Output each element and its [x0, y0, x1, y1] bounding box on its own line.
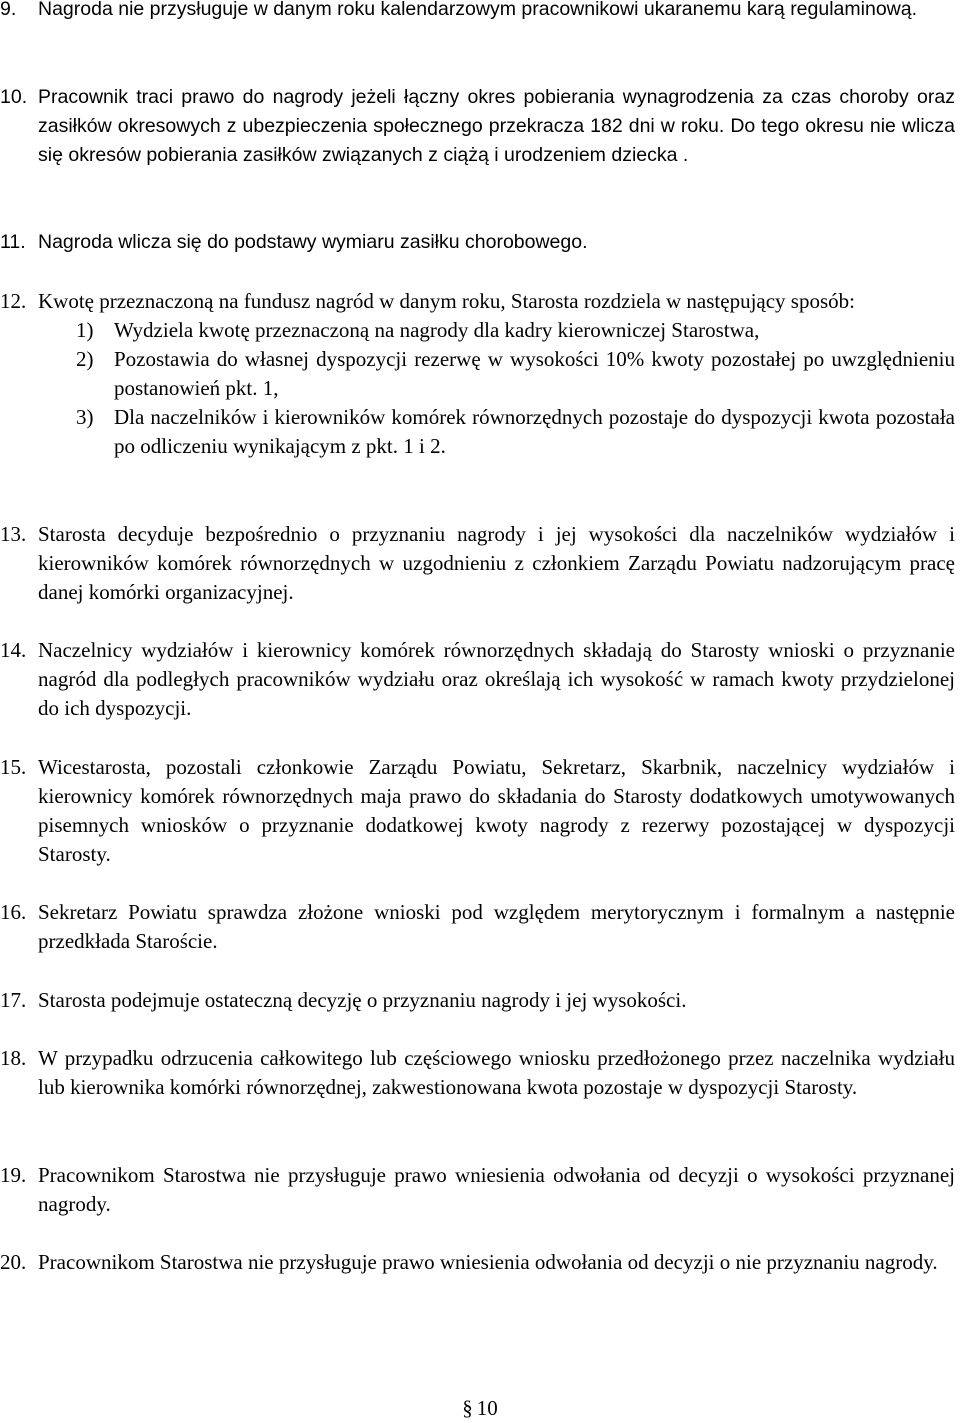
page-footer [0, 1394, 960, 1423]
section-sign: § [462, 1396, 473, 1420]
paragraph-number: 16. [0, 900, 27, 924]
paragraph-11 [0, 228, 955, 257]
sub-item-3 [76, 403, 955, 461]
paragraph-text: Nagroda nie przysługuje w danym roku kalendarzowym pracownikowi ukaranemu karą regulaminową. [38, 0, 918, 20]
paragraph-18 [0, 1044, 955, 1102]
paragraph-10 [0, 83, 955, 170]
paragraph-text-part-2: Do tego okresu nie wlicza się okresów pobierania zasiłków związanych z ciążą i urodzeniem dziecka . [38, 115, 956, 166]
paragraph-number: 12. [0, 289, 27, 313]
paragraph-number: 18. [0, 1046, 27, 1070]
sub-item-number: 1) [76, 318, 94, 342]
paragraph-text: Kwotę przeznaczoną na fundusz nagród w danym roku, Starosta rozdziela w następujący sposób: [38, 289, 855, 313]
paragraph-20 [0, 1248, 955, 1277]
paragraph-number: 14. [0, 638, 27, 662]
paragraph-text-part-1: Pracownik traci prawo do nagrody jeżeli łączny okres pobierania wynagrodzenia za czas choroby oraz zasiłków okresowych z ubezpieczenia społecznego przekracza 182 dni w roku. [38, 86, 955, 137]
sub-item-number: 3) [76, 405, 94, 429]
paragraph-text: Naczelnicy wydziałów i kierownicy komórek równorzędnych składają do Starosty wnioski o przyznanie nagród dla podległych pracowników wydziału oraz określają ich wysokość w ramach kwoty przydzielonej do ich dyspozycji. [38, 638, 955, 720]
paragraph-13 [0, 520, 955, 607]
sub-item-text: Wydziela kwotę przeznaczoną na nagrody dla kadry kierowniczej Starostwa, [114, 318, 760, 342]
paragraph-9 [0, 0, 955, 24]
paragraph-text [38, 83, 955, 170]
paragraph-text: Wicestarosta, pozostali członkowie Zarządu Powiatu, Sekretarz, Skarbnik, naczelnicy wydziałów i kierownicy komórek równorzędnych maja prawo do składania do Starosty dodatkowych umotywowanych pisemnych wniosków o przyznanie dodatkowej kwoty nagrody z rezerwy pozostającej w dyspozycji Starosty. [38, 755, 955, 866]
paragraph-number: 15. [0, 755, 27, 779]
paragraph-number: 9. [0, 0, 17, 20]
paragraph-number: 13. [0, 522, 27, 546]
paragraph-19 [0, 1161, 955, 1219]
page-number: 10 [476, 1396, 498, 1420]
paragraph-number: 10. [0, 86, 28, 108]
sub-item-1 [76, 316, 955, 345]
paragraph-text: Pracownikom Starostwa nie przysługuje prawo wniesienia odwołania od decyzji o nie przyznaniu nagrody. [38, 1250, 938, 1274]
sub-item-2 [76, 345, 955, 403]
paragraph-number: 20. [0, 1250, 27, 1274]
paragraph-number: 11. [0, 231, 26, 253]
paragraph-text: Pracownikom Starostwa nie przysługuje prawo wniesienia odwołania od decyzji o wysokości przyznanej nagrody. [38, 1163, 955, 1216]
paragraph-text: Starosta podejmuje ostateczną decyzję o przyznaniu nagrody i jej wysokości. [38, 988, 687, 1012]
paragraph-15 [0, 753, 955, 869]
paragraph-text: Sekretarz Powiatu sprawdza złożone wnioski pod względem merytorycznym i formalnym a następnie przedkłada Staroście. [38, 900, 955, 953]
paragraph-12 [0, 287, 955, 461]
sub-item-text: Pozostawia do własnej dyspozycji rezerwę w wysokości 10% kwoty pozostałej po uwzględnieniu postanowień pkt. 1, [114, 347, 955, 400]
sub-item-text: Dla naczelników i kierowników komórek równorzędnych pozostaje do dyspozycji kwota pozostała po odliczeniu wynikającym z pkt. 1 i 2. [114, 405, 955, 458]
paragraph-17 [0, 986, 955, 1015]
paragraph-16 [0, 898, 955, 956]
paragraph-text: Nagroda wlicza się do podstawy wymiaru zasiłku chorobowego. [38, 231, 588, 253]
paragraph-number: 19. [0, 1163, 27, 1187]
sub-item-number: 2) [76, 347, 94, 371]
paragraph-14 [0, 636, 955, 723]
paragraph-number: 17. [0, 988, 27, 1012]
paragraph-text: W przypadku odrzucenia całkowitego lub częściowego wniosku przedłożonego przez naczelnika wydziału lub kierownika komórki równorzędnej, zakwestionowana kwota pozostaje w dyspozycji Starosty. [38, 1046, 955, 1099]
paragraph-text: Starosta decyduje bezpośrednio o przyznaniu nagrody i jej wysokości dla naczelników wydziałów i kierowników komórek równorzędnych w uzgodnieniu z członkiem Zarządu Powiatu nadzorującym pracę danej komórki organizacyjnej. [38, 522, 955, 604]
